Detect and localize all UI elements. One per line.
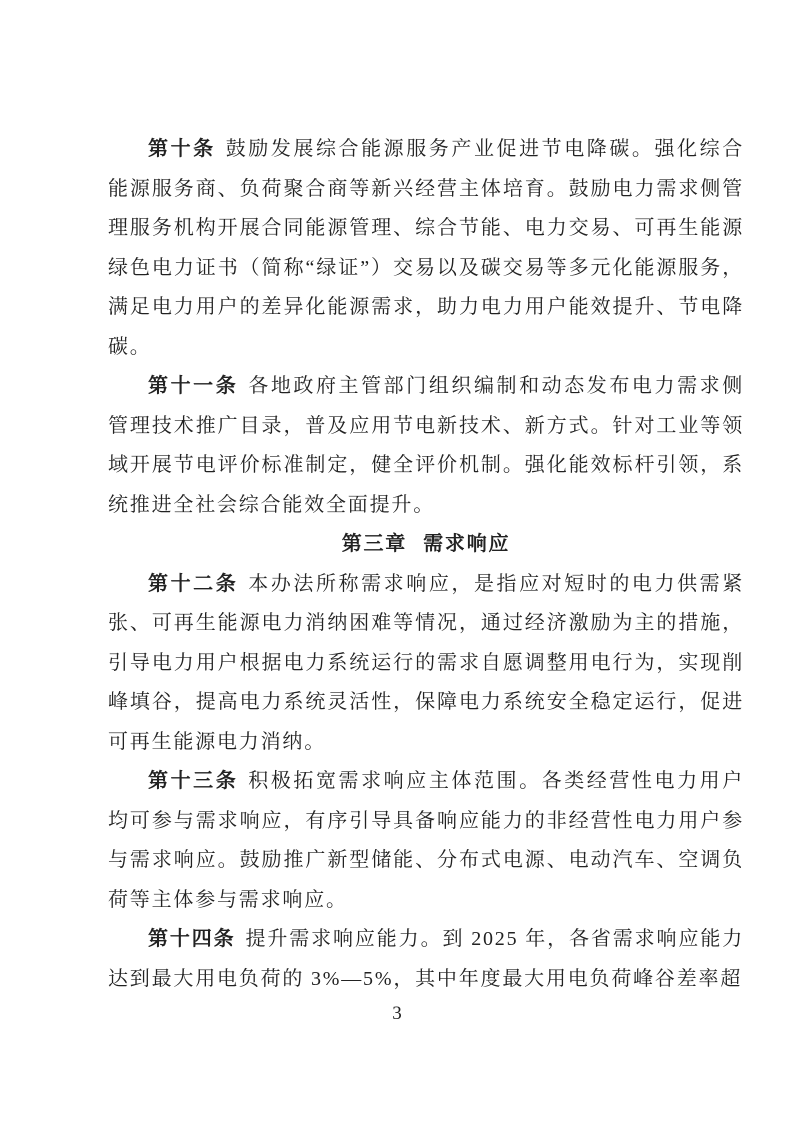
article-14-text: 提升需求响应能力。到 2025 年，各省需求响应能力达到最大用电负荷的 3%—5%，其中年度最大用电负荷峰谷差率超	[108, 928, 744, 990]
article-12-paragraph	[108, 565, 744, 763]
page-content	[108, 130, 744, 999]
article-14-paragraph	[108, 920, 744, 999]
page-number: 3	[392, 1003, 402, 1024]
article-11-paragraph	[108, 367, 744, 525]
chapter-heading-label: 第三章	[341, 533, 408, 555]
article-11-label: 第十一条	[148, 375, 239, 397]
article-10-text: 鼓励发展综合能源服务产业促进节电降碳。强化综合能源服务商、负荷聚合商等新兴经营主体培育。鼓励电力需求侧管理服务机构开展合同能源管理、综合节能、电力交易、可再生能源绿色电力证书（简称“绿证”）交易以及碳交易等多元化能源服务，满足电力用户的差异化能源需求，助力电力用户能效提升、节电降碳。	[108, 138, 744, 358]
chapter-heading-title: 需求响应	[423, 533, 511, 555]
article-12-text: 本办法所称需求响应，是指应对短时的电力供需紧张、可再生能源电力消纳困难等情况，通过经济激励为主的措施，引导电力用户根据电力系统运行的需求自愿调整用电行为，实现削峰填谷，提高电力系统灵活性，保障电力系统安全稳定运行，促进可再生能源电力消纳。	[108, 572, 744, 753]
article-13-paragraph	[108, 762, 744, 920]
article-11-text: 各地政府主管部门组织编制和动态发布电力需求侧管理技术推广目录，普及应用节电新技术、新方式。针对工业等领域开展节电评价标准制定，健全评价机制。强化能效标杆引领，系统推进全社会综合能效全面提升。	[108, 375, 744, 516]
article-10-paragraph	[108, 130, 744, 367]
article-10-label: 第十条	[148, 138, 216, 160]
article-14-label: 第十四条	[148, 928, 236, 950]
article-12-label: 第十二条	[148, 572, 239, 595]
chapter-heading	[108, 525, 744, 565]
article-13-label: 第十三条	[148, 770, 239, 792]
article-13-text: 积极拓宽需求响应主体范围。各类经营性电力用户均可参与需求响应，有序引导具备响应能力的非经营性电力用户参与需求响应。鼓励推广新型储能、分布式电源、电动汽车、空调负荷等主体参与需求响应。	[108, 770, 744, 911]
